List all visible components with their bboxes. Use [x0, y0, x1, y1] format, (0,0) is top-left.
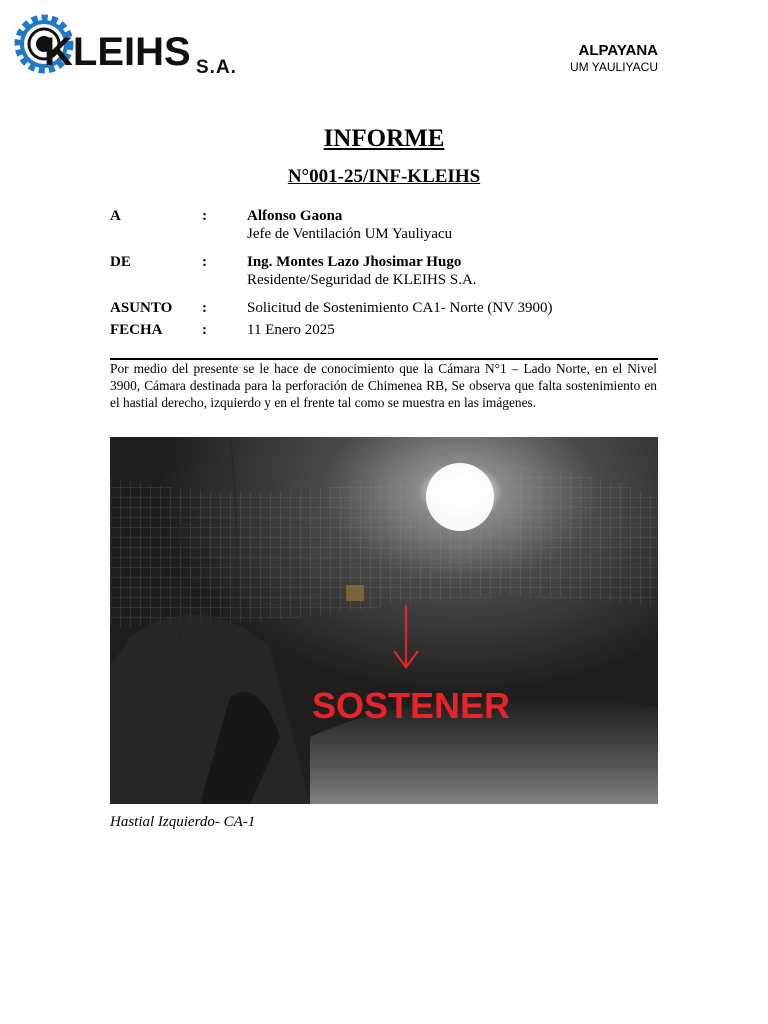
subject-row	[110, 299, 658, 317]
tunnel-photo	[110, 437, 658, 804]
document-title: INFORME	[323, 125, 445, 152]
date-label: FECHA	[110, 322, 163, 338]
subject-value: Solicitud de Sostenimiento CA1- Norte (NV 3900)	[247, 300, 553, 316]
from-row	[110, 253, 658, 271]
from-label: DE	[110, 254, 131, 270]
date-value: 11 Enero 2025	[247, 322, 335, 338]
to-row	[110, 207, 658, 225]
date-separator: :	[202, 322, 207, 338]
from-role: Residente/Seguridad de KLEIHS S.A.	[247, 272, 477, 288]
logo-suffix: S.A.	[196, 57, 237, 78]
company-logo	[10, 10, 237, 82]
to-role-row	[110, 225, 658, 243]
from-name: Ing. Montes Lazo Jhosimar Hugo	[247, 254, 462, 270]
body-paragraph: Por medio del presente se le hace de conocimiento que la Cámara N°1 – Lado Norte, en el Nivel 3900, Cámara destinada para la perforación de Chimenea RB, Se observa que falta sostenimiento en el hastial derecho, izquierdo y en el frente tal como se muestra en las imágenes.	[110, 361, 657, 410]
client-block	[570, 42, 658, 74]
to-name: Alfonso Gaona	[247, 208, 343, 224]
client-unit: UM YAULIYACU	[569, 60, 658, 74]
to-separator: :	[202, 208, 207, 224]
memo-fields	[110, 207, 658, 339]
photo-caption: Hastial Izquierdo- CA-1	[110, 814, 256, 830]
logo-wordmark: KLEIHS	[44, 30, 191, 74]
client-name: ALPAYANA	[578, 42, 658, 59]
to-label: A	[110, 208, 121, 224]
from-separator: :	[202, 254, 207, 270]
photo-annotation-label: SOSTENER	[311, 685, 511, 726]
subject-separator: :	[202, 300, 207, 316]
date-row	[110, 321, 658, 339]
to-role: Jefe de Ventilación UM Yauliyacu	[247, 226, 453, 242]
from-role-row	[110, 271, 658, 289]
tunnel-photo-drawing	[110, 437, 658, 804]
subject-label: ASUNTO	[110, 300, 173, 316]
document-number: N°001-25/INF-KLEIHS	[287, 166, 481, 187]
lamp-light	[426, 463, 494, 531]
